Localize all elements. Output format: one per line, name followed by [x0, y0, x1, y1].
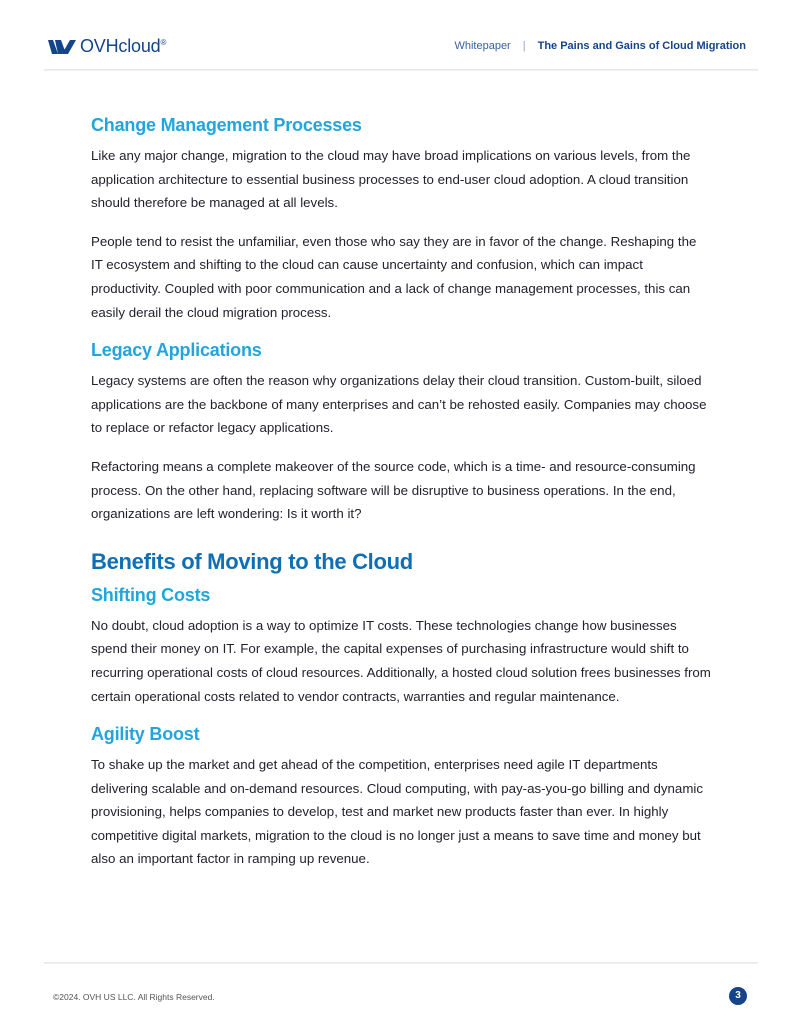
copyright-text: ©2024. OVH US LLC. All Rights Reserved. — [53, 992, 215, 1002]
header-divider — [44, 69, 758, 71]
page-number-badge: 3 — [729, 987, 747, 1005]
heading-legacy-applications: Legacy Applications — [91, 340, 262, 361]
paragraph: Legacy systems are often the reason why organizations delay their cloud transition. Custom-built, siloed applications are the backbone of many enterprises and can’t be rehosted easily. Companies may choose to replace or refactor legacy applications. — [91, 373, 707, 436]
paragraph: No doubt, cloud adoption is a way to optimize IT costs. These technologies change how businesses spend their money on IT. For example, the capital expenses of purchasing infrastructure would shift to recurring operational costs of cloud resources. Additionally, a hosted cloud solution frees businesses from certain operational costs related to vendor contracts, warranties and regular maintenance. — [91, 617, 711, 704]
heading-agility-boost: Agility Boost — [91, 724, 200, 745]
footer-divider — [44, 962, 758, 964]
heading-change-management: Change Management Processes — [91, 115, 362, 135]
header-doc-info — [454, 40, 746, 52]
heading-shifting-costs: Shifting Costs — [91, 584, 211, 605]
page-content — [91, 112, 711, 871]
doc-title: The Pains and Gains of Cloud Migration — [537, 40, 746, 52]
paragraph: To shake up the market and get ahead of the competition, enterprises need agile IT departments delivering scalable and on-demand resources. Cloud computing, with pay-as-you-go billing and dynamic provisioning, helps companies to develop, test and market new products faster than ever. In highly competitive digital markets, migration to the cloud is no longer just a means to save time and money but also an important factor in ramping up revenue. — [91, 757, 703, 867]
ovhcloud-logo — [48, 36, 166, 57]
heading-benefits: Benefits of Moving to the Cloud — [91, 548, 413, 574]
logo-wordmark: OVHcloud® — [80, 36, 167, 56]
page-header — [0, 0, 800, 72]
doc-type: Whitepaper — [454, 40, 511, 52]
ovhcloud-logo-icon — [48, 39, 76, 55]
header-separator: | — [522, 40, 526, 52]
paragraph: Like any major change, migration to the cloud may have broad implications on various levels, from the application architecture to essential business processes to end-user cloud adoption. A cloud transition should therefore be managed at all levels. — [91, 148, 691, 211]
paragraph: Refactoring means a complete makeover of the source code, which is a time- and resource-consuming process. On the other hand, replacing software will be disruptive to business operations. In the end, organizations are left wondering: Is it worth it? — [91, 458, 696, 522]
paragraph: People tend to resist the unfamiliar, even those who say they are in favor of the change. Reshaping the IT ecosystem and shifting to the cloud can cause uncertainty and confusion, which can impact productivity. Coupled with poor communication and a lack of change management processes, this can easily derail the cloud migration process. — [91, 233, 697, 320]
